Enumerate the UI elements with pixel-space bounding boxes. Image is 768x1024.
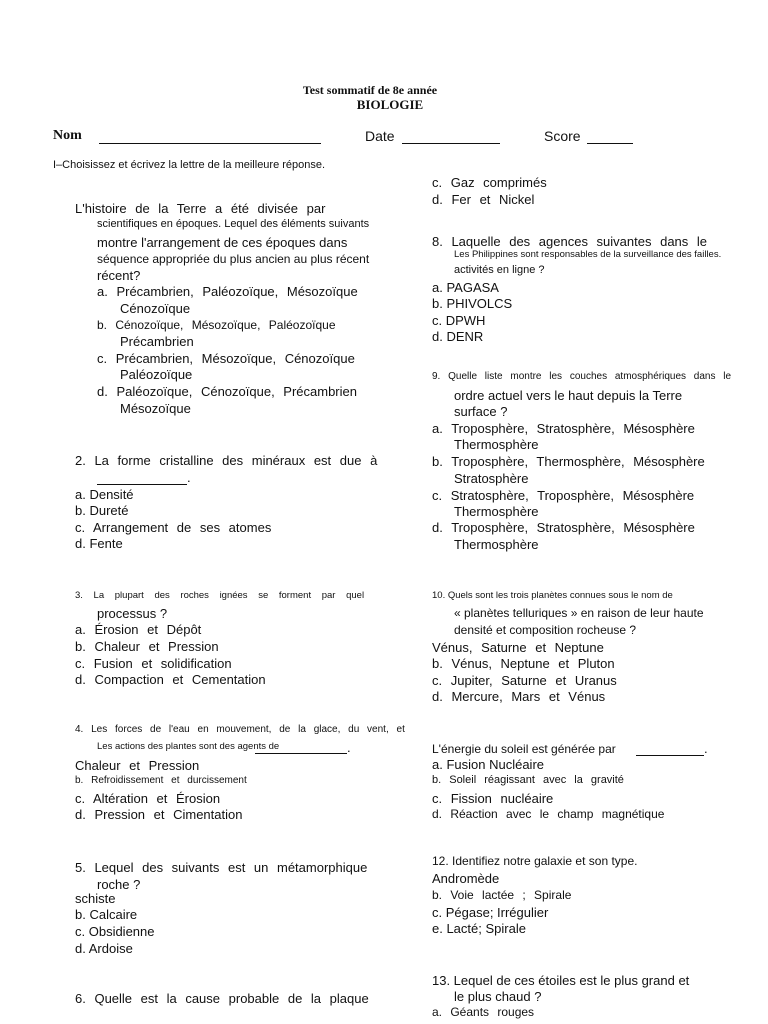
q1-option-c: c. Précambrien, Mésozoïque, Cénozoïque	[97, 351, 355, 366]
score-label: Score	[544, 128, 581, 144]
q4-option-a: Chaleur et Pression	[75, 758, 200, 773]
q13-line2: le plus chaud ?	[454, 989, 542, 1004]
instructions: I–Choisissez et écrivez la lettre de la meilleure réponse.	[53, 159, 326, 171]
q8-option-c: c. DPWH	[432, 313, 486, 328]
q2-line2: .	[187, 470, 191, 485]
q4-option-d: d. Pression et Cimentation	[75, 807, 243, 822]
q1-option-d-cont: Mésozoïque	[120, 401, 191, 416]
q1-option-a: a. Précambrien, Paléozoïque, Mésozoïque	[97, 284, 358, 299]
q9-option-b: b. Troposphère, Thermosphère, Mésosphère	[432, 454, 705, 469]
q13-option-a: a. Géants rouges	[432, 1005, 535, 1019]
q1-line1: L'histoire de la Terre a été divisée par	[75, 201, 326, 216]
q2-option-b: b. Dureté	[75, 503, 129, 518]
q9-option-d: d. Troposphère, Stratosphère, Mésosphère	[432, 520, 695, 535]
q7-option-d: d. Fer et Nickel	[432, 192, 535, 207]
q9-line1: 9. Quelle liste montre les couches atmosphériques dans le	[432, 371, 732, 382]
q10-option-c: c. Jupiter, Saturne et Uranus	[432, 673, 617, 688]
q12-line1: 12. Identifiez notre galaxie et son type.	[432, 854, 638, 868]
q2-option-d: d. Fente	[75, 536, 123, 551]
q10-option-d: d. Mercure, Mars et Vénus	[432, 689, 606, 704]
q4-blank[interactable]	[255, 753, 347, 754]
q11-line1-end: .	[704, 741, 708, 756]
q8-option-a: a. PAGASA	[432, 280, 499, 295]
q3-option-d: d. Compaction et Cementation	[75, 672, 266, 687]
q10-option-a: Vénus, Saturne et Neptune	[432, 640, 604, 655]
q11-option-b: b. Soleil réagissant avec la gravité	[432, 774, 624, 786]
q5-option-c: c. Obsidienne	[75, 924, 155, 939]
q1-option-d: d. Paléozoïque, Cénozoïque, Précambrien	[97, 384, 357, 399]
q10-option-b: b. Vénus, Neptune et Pluton	[432, 656, 615, 671]
q12-option-c: c. Pégase; Irrégulier	[432, 905, 549, 920]
nom-label: Nom	[53, 128, 82, 143]
q4-option-b: b. Refroidissement et durcissement	[75, 775, 247, 786]
q11-blank[interactable]	[636, 755, 704, 756]
q2-line1: 2. La forme cristalline des minéraux est due à	[75, 453, 378, 468]
q6-line1: 6. Quelle est la cause probable de la plaque	[75, 991, 369, 1006]
q1-option-b-cont: Précambrien	[120, 334, 194, 349]
q9-line3: surface ?	[454, 404, 508, 419]
q5-option-a: schiste	[75, 891, 116, 906]
q3-option-a: a. Érosion et Dépôt	[75, 622, 202, 637]
q9-option-a-cont: Thermosphère	[454, 437, 539, 452]
q8-line1: 8. Laquelle des agences suivantes dans le	[432, 234, 708, 249]
q4-option-c: c. Altération et Érosion	[75, 791, 221, 806]
q2-option-c: c. Arrangement de ses atomes	[75, 520, 272, 535]
q1-line2: scientifiques en époques. Lequel des éléments suivants	[97, 218, 370, 230]
q9-option-c: c. Stratosphère, Troposphère, Mésosphère	[432, 488, 695, 503]
q3-option-b: b. Chaleur et Pression	[75, 639, 219, 654]
q1-option-c-cont: Paléozoïque	[120, 367, 193, 382]
q3-option-c: c. Fusion et solidification	[75, 656, 232, 671]
q12-option-a: Andromède	[432, 871, 500, 886]
q8-option-d: d. DENR	[432, 329, 484, 344]
q9-option-b-cont: Stratosphère	[454, 471, 529, 486]
q5-option-d: d. Ardoise	[75, 941, 133, 956]
q3-line1: 3. La plupart des roches ignées se forment par quel	[75, 590, 365, 601]
q9-option-d-cont: Thermosphère	[454, 537, 539, 552]
q3-line2: processus ?	[97, 606, 168, 621]
nom-field[interactable]	[99, 143, 321, 144]
q5-option-b: b. Calcaire	[75, 907, 138, 922]
q13-line1: 13. Lequel de ces étoiles est le plus grand et	[432, 973, 690, 988]
score-field[interactable]	[587, 143, 633, 144]
q12-option-e: e. Lacté; Spirale	[432, 921, 526, 936]
q4-line2: Les actions des plantes sont des agents de	[97, 741, 280, 752]
q11-option-a: a. Fusion Nucléaire	[432, 757, 544, 772]
q10-line1: 10. Quels sont les trois planètes connues sous le nom de	[432, 590, 673, 601]
q1-line4: séquence appropriée du plus ancien au plus récent	[97, 252, 370, 266]
q4-line2-end: .	[347, 740, 351, 755]
subject-title: BIOLOGIE	[356, 97, 424, 112]
q1-line3: montre l'arrangement de ces époques dans	[97, 235, 348, 250]
q2-blank[interactable]	[97, 484, 187, 485]
q9-line2: ordre actuel vers le haut depuis la Terre	[454, 388, 683, 403]
q12-option-b: b. Voie lactée ; Spirale	[432, 888, 572, 902]
q2-option-a: a. Densité	[75, 487, 134, 502]
date-label: Date	[365, 128, 395, 144]
q8-option-b: b. PHIVOLCS	[432, 296, 513, 311]
q4-line1: 4. Les forces de l'eau en mouvement, de la glace, du vent, et	[75, 724, 405, 735]
date-field[interactable]	[402, 143, 500, 144]
test-title: Test sommatif de 8e année	[302, 83, 438, 97]
q9-option-a: a. Troposphère, Stratosphère, Mésosphère	[432, 421, 695, 436]
q8-line2: Les Philippines sont responsables de la surveillance des failles.	[454, 249, 722, 260]
q1-option-a-cont: Cénozoïque	[120, 301, 191, 316]
q11-option-c: c. Fission nucléaire	[432, 791, 554, 806]
q9-option-c-cont: Thermosphère	[454, 504, 539, 519]
q10-line3: densité et composition rocheuse ?	[454, 623, 637, 637]
q11-line1: L'énergie du soleil est générée par	[432, 742, 616, 756]
q7-option-c: c. Gaz comprimés	[432, 175, 547, 190]
q8-line3: activités en ligne ?	[454, 264, 545, 276]
q5-line1: 5. Lequel des suivants est un métamorphique	[75, 860, 368, 875]
q10-line2: « planètes telluriques » en raison de leur haute	[454, 606, 704, 620]
q1-line5: récent?	[97, 268, 141, 283]
q1-option-b: b. Cénozoïque, Mésozoïque, Paléozoïque	[97, 318, 336, 332]
q5-line2: roche ?	[97, 877, 141, 892]
q11-option-d: d. Réaction avec le champ magnétique	[432, 807, 665, 821]
